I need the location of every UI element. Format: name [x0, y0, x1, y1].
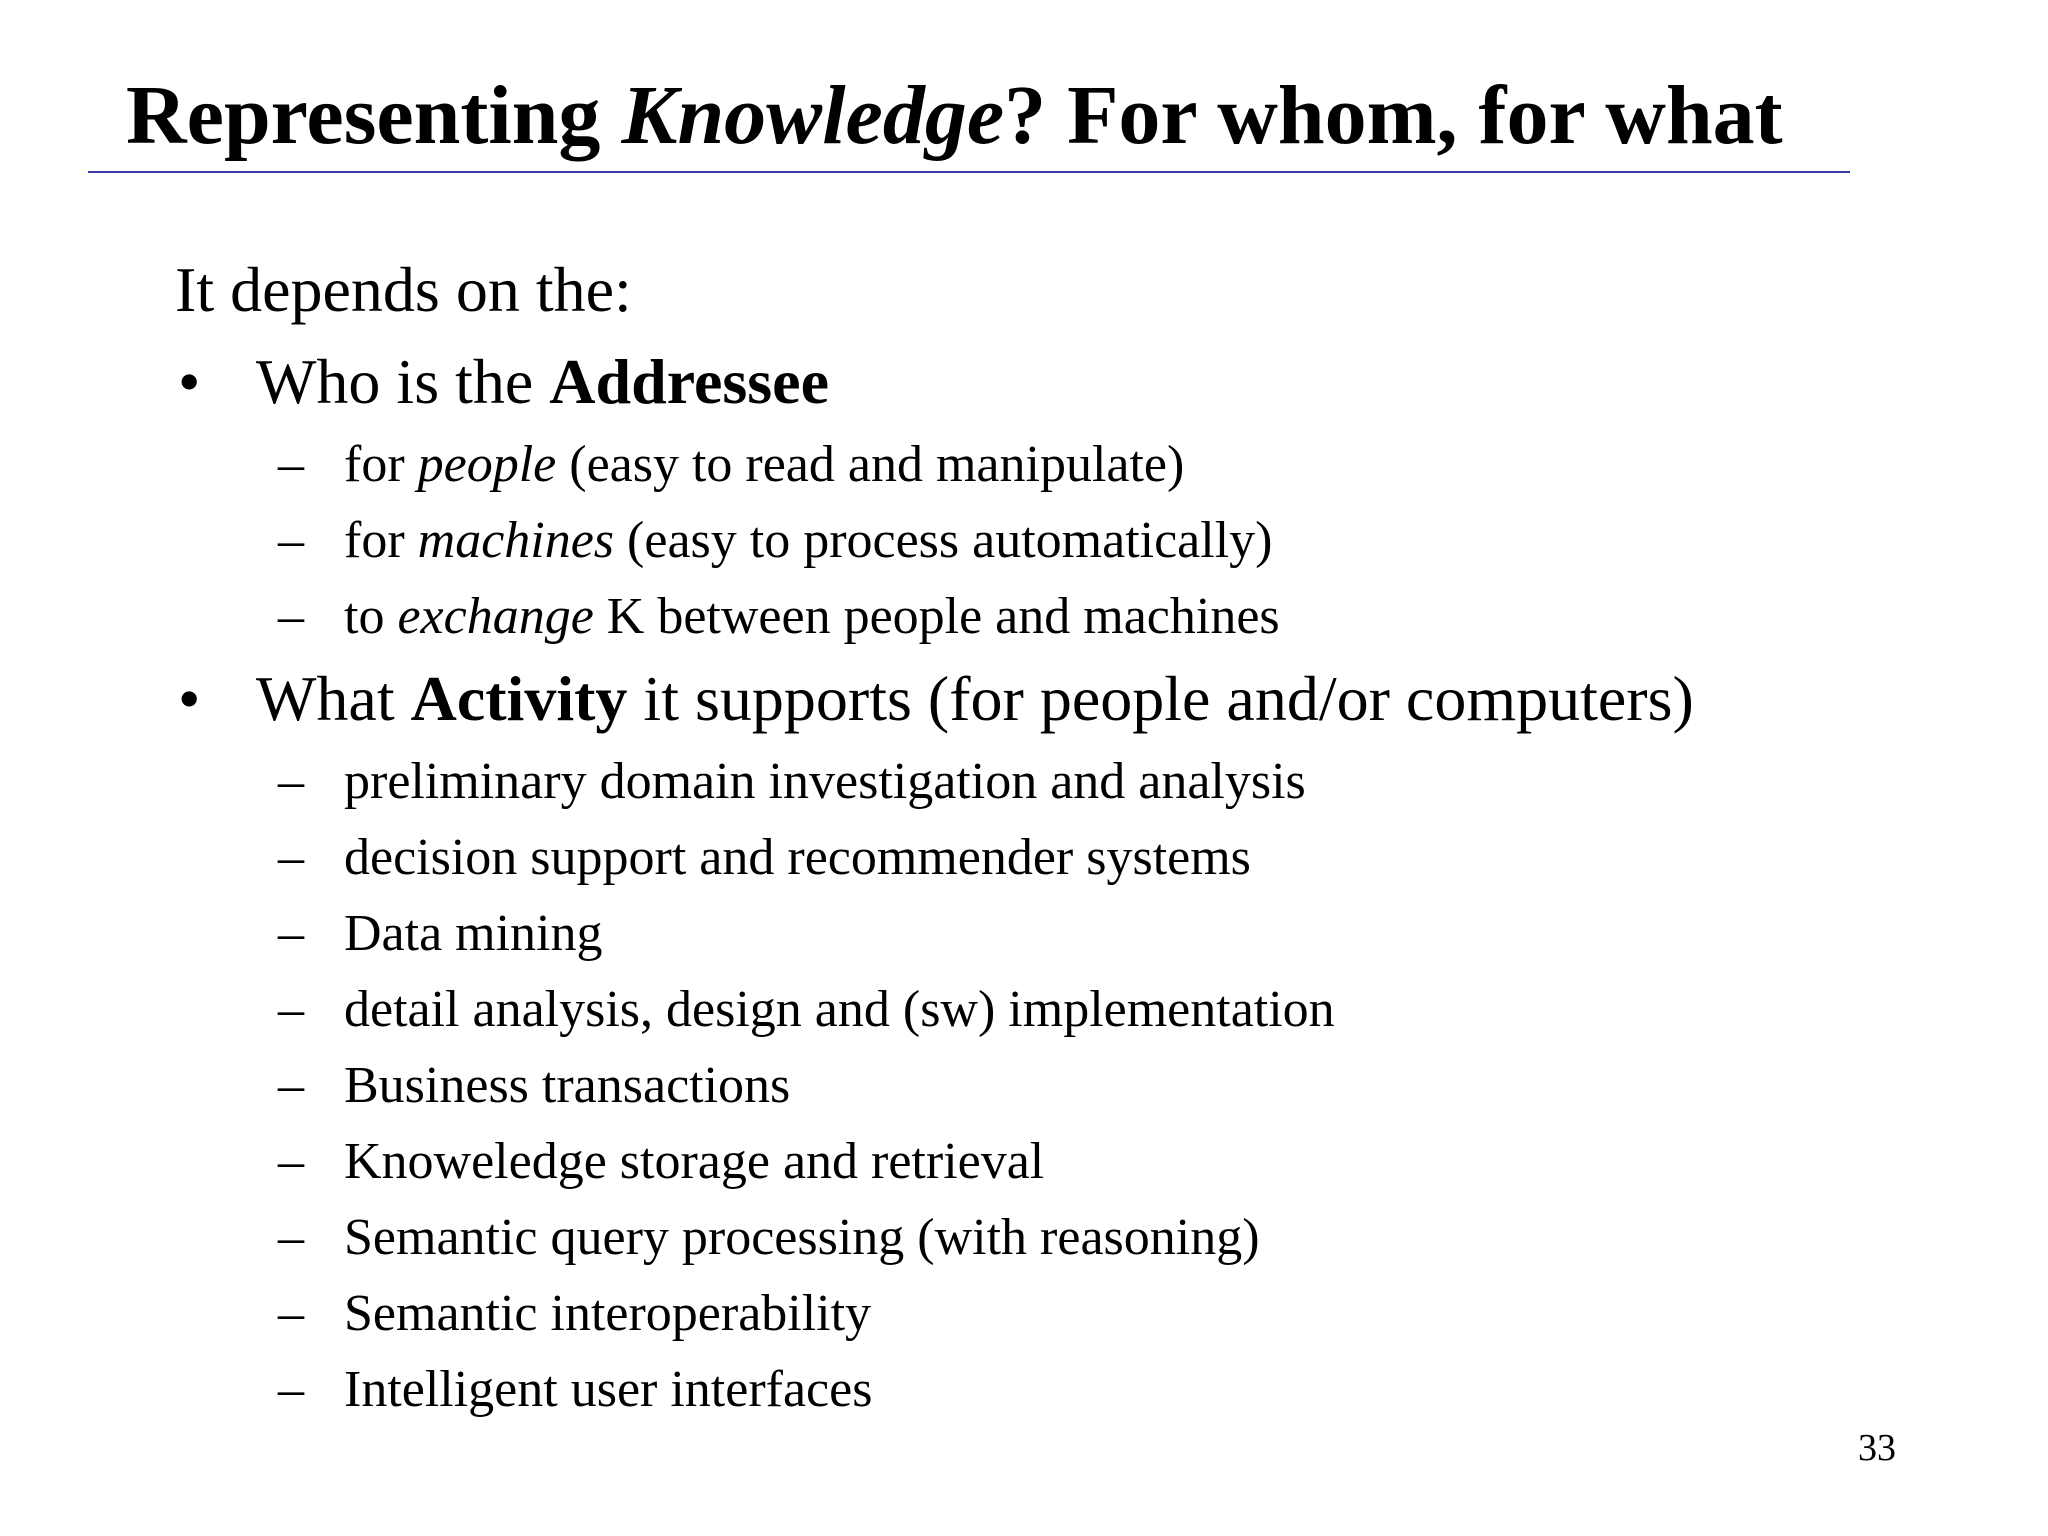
- sub-item-post: (easy to process automatically): [614, 512, 1273, 569]
- bullet-bold: Activity: [410, 663, 628, 734]
- bullet-prefix: What: [256, 663, 411, 734]
- slide-title: [126, 66, 1783, 166]
- bullet-marker: •: [178, 346, 201, 417]
- dash-marker: –: [278, 753, 304, 810]
- sub-item-post: K between people and machines: [593, 588, 1280, 645]
- bullet-marker: •: [178, 663, 201, 734]
- sub-item-text: preliminary domain investigation and analysis: [344, 753, 1306, 810]
- sub-item-pre: for: [344, 436, 418, 493]
- sub-item-italic: machines: [417, 512, 615, 569]
- sub-item-post: (easy to read and manipulate): [556, 436, 1185, 493]
- bullet-text: [256, 659, 1694, 739]
- dash-marker: –: [278, 1133, 304, 1190]
- bullet-text: [256, 342, 829, 422]
- sub-item-text: [344, 509, 1272, 573]
- sub-item-italic: people: [417, 436, 557, 493]
- bullet-suffix: it supports (for people and/or computers): [627, 663, 1694, 734]
- title-part-2-italic: Knowledge: [621, 69, 1005, 162]
- title-part-3: ? For whom, for what: [1004, 69, 1783, 162]
- page-number: 33: [1858, 1427, 1896, 1469]
- sub-item-text: Intelligent user interfaces: [344, 1361, 873, 1418]
- title-underline: [88, 171, 1850, 173]
- dash-marker: –: [278, 905, 304, 962]
- sub-item-text: Business transactions: [344, 1057, 791, 1114]
- dash-marker: –: [278, 436, 304, 493]
- dash-marker: –: [278, 1209, 304, 1266]
- sub-item-text: Knoweledge storage and retrieval: [344, 1133, 1045, 1190]
- sub-item-pre: to: [344, 588, 398, 645]
- dash-marker: –: [278, 1057, 304, 1114]
- sub-item-italic: exchange: [397, 588, 594, 645]
- sub-item-text: detail analysis, design and (sw) implementation: [344, 981, 1335, 1038]
- bullet-bold: Addressee: [549, 346, 829, 417]
- dash-marker: –: [278, 1361, 304, 1418]
- title-part-1: Representing: [126, 69, 622, 162]
- sub-item-text: Data mining: [344, 905, 603, 962]
- dash-marker: –: [278, 1285, 304, 1342]
- sub-item-text: Semantic query processing (with reasoning): [344, 1209, 1260, 1266]
- intro-text: It depends on the:: [175, 254, 632, 325]
- dash-marker: –: [278, 588, 304, 645]
- dash-marker: –: [278, 512, 304, 569]
- sub-item-text: Semantic interoperability: [344, 1285, 872, 1342]
- sub-item-text: decision support and recommender systems: [344, 829, 1251, 886]
- bullet-prefix: Who is the: [256, 346, 550, 417]
- dash-marker: –: [278, 981, 304, 1038]
- sub-item-text: [344, 433, 1184, 497]
- dash-marker: –: [278, 829, 304, 886]
- sub-item-pre: for: [344, 512, 418, 569]
- sub-item-text: [344, 585, 1280, 649]
